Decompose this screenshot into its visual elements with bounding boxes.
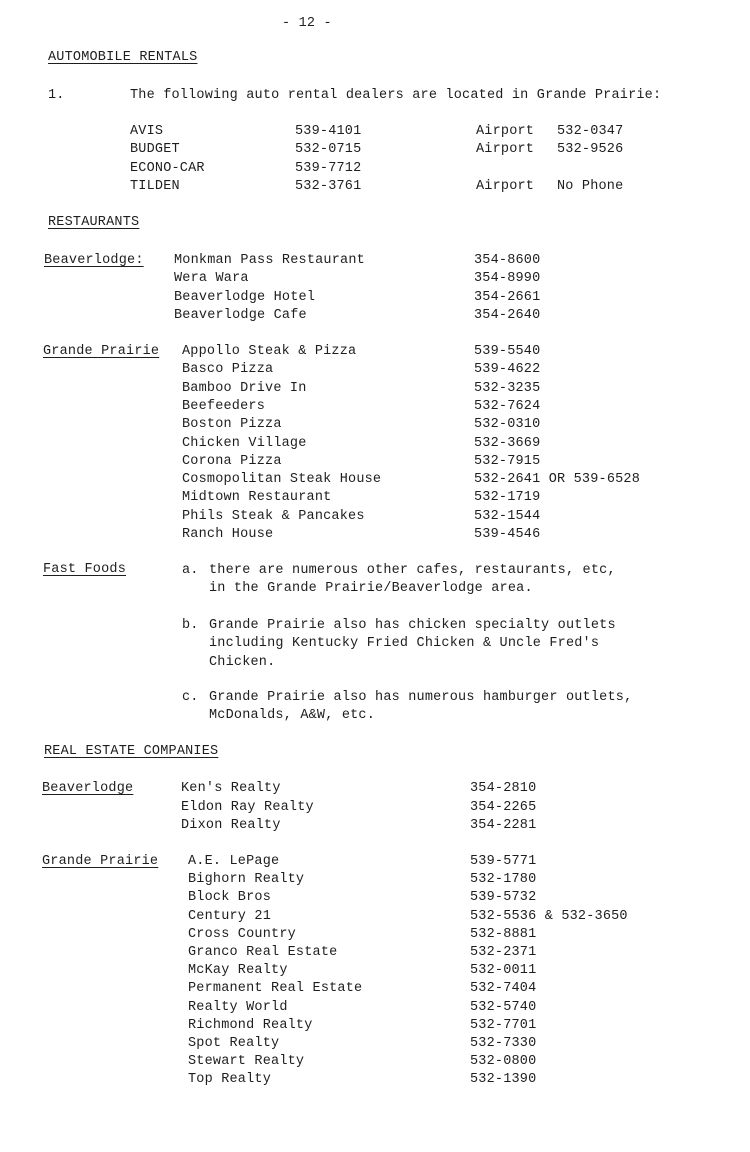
fast-food-text: including Kentucky Fried Chicken & Uncle Fred's (209, 636, 600, 652)
listing-phone: 532-1544 (474, 508, 541, 524)
listing-phone: 532-7701 (470, 1017, 537, 1033)
page-number: - 12 - (282, 16, 332, 31)
listing-name: Wera Wara (174, 271, 249, 287)
listing-phone: 532-8881 (470, 926, 537, 942)
listing-phone: 532-3669 (474, 435, 541, 451)
rental-name: BUDGET (130, 142, 180, 158)
listing-name: Beaverlodge Hotel (174, 289, 316, 305)
listing-phone: 539-5732 (470, 890, 537, 906)
listing-name: Basco Pizza (182, 362, 274, 378)
restaurants-grande-prairie-label: Grande Prairie (43, 344, 160, 359)
auto-rentals-intro: The following auto rental dealers are located in Grande Prairie: (130, 88, 662, 103)
airport-phone: No Phone (557, 178, 624, 194)
fast-food-text: in the Grande Prairie/Beaverlodge area. (209, 581, 533, 597)
restaurants-heading: RESTAURANTS (48, 215, 140, 230)
listing-name: Monkman Pass Restaurant (174, 253, 365, 268)
listing-name: Beefeeders (182, 398, 266, 414)
listing-name: Ranch House (182, 527, 274, 542)
listing-name: Phils Steak & Pancakes (182, 508, 365, 524)
listing-phone: 532-1780 (470, 872, 537, 888)
listing-phone: 532-1719 (474, 490, 541, 506)
listing-name: Realty World (188, 999, 288, 1015)
auto-rentals-heading: AUTOMOBILE RENTALS (48, 50, 198, 65)
rental-phone: 532-3761 (295, 178, 362, 194)
listing-name: Spot Realty (188, 1036, 280, 1051)
fast-food-text: there are numerous other cafes, restaurants, etc, (209, 563, 616, 578)
airport-label: Airport (476, 142, 535, 158)
listing-phone: 532-7330 (470, 1036, 537, 1051)
rental-phone: 539-7712 (295, 160, 362, 176)
listing-phone: 354-2640 (474, 307, 541, 323)
real-estate-grande-prairie-label: Grande Prairie (42, 854, 159, 869)
listing-name: Richmond Realty (188, 1017, 313, 1033)
listing-name: Chicken Village (182, 435, 307, 451)
listing-name: Boston Pizza (182, 417, 282, 433)
listing-phone: 532-1390 (470, 1072, 537, 1088)
listing-phone: 532-2371 (470, 945, 537, 960)
listing-phone: 354-8990 (474, 271, 541, 287)
airport-phone: 532-0347 (557, 124, 624, 139)
fast-food-letter: c. (182, 690, 199, 705)
listing-phone: 539-4546 (474, 527, 541, 542)
listing-phone: 354-2810 (470, 781, 537, 796)
listing-name: Stewart Realty (188, 1054, 305, 1070)
rental-name: TILDEN (130, 178, 180, 194)
airport-label: Airport (476, 178, 535, 194)
listing-phone: 532-7915 (474, 453, 541, 469)
listing-name: Block Bros (188, 890, 272, 906)
listing-phone: 539-5540 (474, 344, 541, 359)
fast-food-letter: b. (182, 618, 199, 633)
listing-phone: 532-5740 (470, 999, 537, 1015)
listing-phone: 532-7624 (474, 398, 541, 414)
listing-phone: 539-5771 (470, 854, 537, 869)
rental-name: ECONO-CAR (130, 160, 205, 176)
fast-food-text: McDonalds, A&W, etc. (209, 708, 376, 724)
listing-name: Appollo Steak & Pizza (182, 344, 357, 359)
listing-phone: 532-0800 (470, 1054, 537, 1070)
fast-food-text: Grande Prairie also has numerous hamburger outlets, (209, 690, 633, 705)
listing-phone: 532-7404 (470, 981, 537, 997)
fast-foods-label: Fast Foods (43, 562, 127, 577)
listing-phone: 354-2265 (470, 799, 537, 815)
listing-name: Bamboo Drive In (182, 380, 307, 396)
listing-name: McKay Realty (188, 963, 288, 979)
listing-phone: 532-5536 & 532-3650 (470, 908, 628, 924)
fast-food-text: Chicken. (209, 654, 276, 670)
listing-name: Corona Pizza (182, 453, 282, 469)
rental-phone: 539-4101 (295, 124, 362, 139)
listing-name: Eldon Ray Realty (181, 799, 314, 815)
listing-name: Ken's Realty (181, 781, 281, 796)
listing-name: Midtown Restaurant (182, 490, 332, 506)
fast-food-letter: a. (182, 563, 199, 578)
airport-phone: 532-9526 (557, 142, 624, 158)
rental-name: AVIS (130, 124, 164, 139)
fast-food-text: Grande Prairie also has chicken specialty outlets (209, 618, 616, 633)
item-number: 1. (48, 88, 65, 103)
listing-name: Century 21 (188, 908, 272, 924)
listing-phone: 532-0011 (470, 963, 537, 979)
listing-phone: 354-8600 (474, 253, 541, 268)
listing-name: Dixon Realty (181, 818, 281, 833)
listing-phone: 354-2281 (470, 818, 537, 833)
listing-phone: 539-4622 (474, 362, 541, 378)
listing-name: Cross Country (188, 926, 296, 942)
listing-phone: 532-2641 OR 539-6528 (474, 472, 641, 488)
listing-phone: 354-2661 (474, 289, 541, 305)
listing-name: Bighorn Realty (188, 872, 305, 888)
listing-phone: 532-3235 (474, 380, 541, 396)
rental-phone: 532-0715 (295, 142, 362, 158)
listing-name: A.E. LePage (188, 854, 280, 869)
real-estate-beaverlodge-label: Beaverlodge (42, 781, 134, 796)
listing-name: Cosmopolitan Steak House (182, 472, 382, 488)
listing-name: Permanent Real Estate (188, 981, 363, 997)
listing-name: Granco Real Estate (188, 945, 338, 960)
restaurants-beaverlodge-label: Beaverlodge: (44, 253, 144, 268)
listing-phone: 532-0310 (474, 417, 541, 433)
listing-name: Beaverlodge Cafe (174, 307, 307, 323)
airport-label: Airport (476, 124, 535, 139)
real-estate-heading: REAL ESTATE COMPANIES (44, 744, 219, 759)
listing-name: Top Realty (188, 1072, 272, 1088)
